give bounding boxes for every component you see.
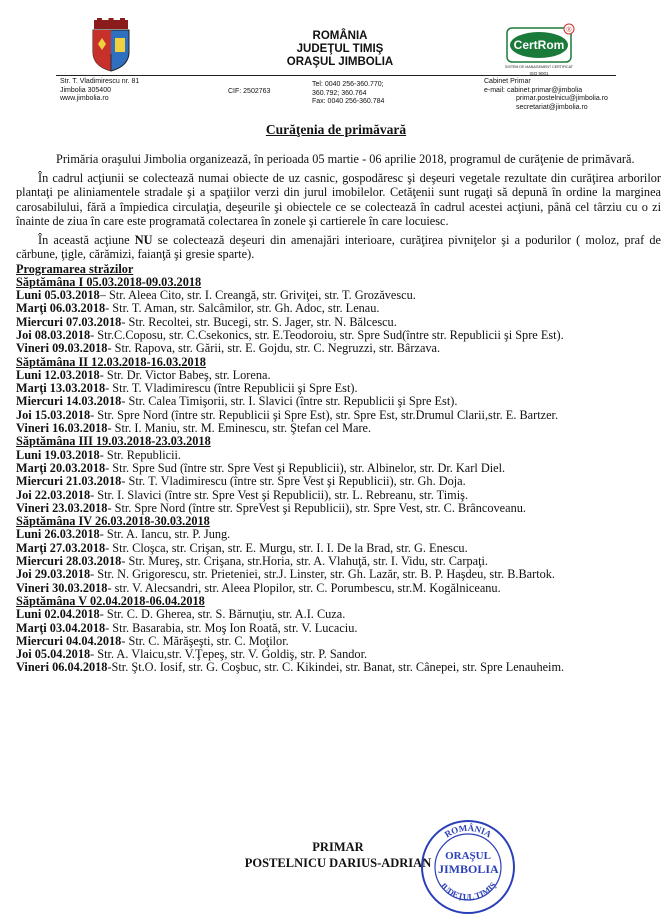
week-heading: Săptămâna III 19.03.2018-23.03.2018: [16, 434, 211, 449]
signature-role: PRIMAR: [312, 840, 364, 854]
schedule-day: Miercuri 14.03.2018: [16, 394, 122, 409]
schedule-day: Vineri 30.03.2018: [16, 580, 108, 595]
schedule-streets: - Str. Cloşca, str. Crişan, str. E. Murgu, str. I. I. De la Brad, str. G. Enescu.: [105, 540, 468, 555]
header-divider: [56, 75, 616, 76]
week-1: [16, 276, 661, 356]
schedule-row: [16, 409, 661, 422]
schedule-streets: - Str. C. D. Gherea, str. S. Bărnuţiu, str. A.I. Cuza.: [99, 607, 346, 622]
schedule-streets: - Str. T. Vladimirescu (între str. Spre Vest şi Republicii), str. Gh. Doja.: [121, 474, 466, 489]
week-2: [16, 356, 661, 436]
header-town: ORAŞUL JIMBOLIA: [286, 56, 394, 68]
schedule-day: Marţi 13.03.2018: [16, 381, 106, 396]
schedule-streets: - Str. A. Iancu, str. P. Jung.: [99, 527, 231, 542]
intro-3-end: se colectează deşeuri din amenajări interioare, curăţirea pivniţelor şi a podurilor ( moloz, praf de cărbune, ţigle, cărămizi, faianţă şi gresie sparte).: [16, 232, 661, 261]
certrom-logo: [505, 22, 577, 78]
week-heading: Săptămâna II 12.03.2018-16.03.2018: [16, 354, 206, 369]
schedule-heading: Programarea străzilor: [16, 261, 134, 276]
schedule-day: Miercuri 07.03.2018: [16, 314, 122, 329]
week-heading: Săptămâna IV 26.03.2018-30.03.2018: [16, 514, 210, 529]
schedule-row: [16, 316, 661, 329]
signature-name: POSTELNICU DARIUS-ADRIAN: [244, 856, 432, 870]
schedule-day: Vineri 23.03.2018: [16, 500, 108, 515]
schedule-row: [16, 382, 661, 395]
week-heading: Săptămâna I 05.03.2018-09.03.2018: [16, 274, 202, 289]
header-address: [60, 78, 139, 104]
coat-of-arms-icon: [88, 18, 134, 72]
schedule-row: [16, 489, 661, 502]
schedule-streets: – Str. Aleea Cito, str. I. Creangă, str. Griviţei, str. T. Grozăvescu.: [99, 288, 416, 303]
svg-text:JUDEŢUL TIMIŞ: [438, 880, 498, 902]
schedule-streets: - str. V. Alecsandri, str. Aleea Plopilor, str. C. Porumbescu, str.M. Kogălniceanu.: [107, 580, 501, 595]
schedule-streets: - Str. Spre Nord (între str. Republicii şi Spre Est), str. Spre Est, str.Drumul Clarii,str. E. Bartzer.: [90, 407, 559, 422]
schedule-day: Marţi 03.04.2018: [16, 620, 106, 635]
secretariat-email: secretariat@jimbolia.ro: [516, 103, 588, 111]
schedule-row: [16, 635, 661, 648]
schedule-day: Joi 05.04.2018: [16, 647, 91, 662]
certrom-standard: ISO 9001: [529, 71, 549, 76]
schedule-streets: - Str. I. Slavici (între str. Spre Vest şi Republicii), str. L. Rebreanu, str. Timiş.: [90, 487, 469, 502]
header-cif: CIF: 2502763: [228, 88, 271, 95]
schedule-row: [16, 582, 661, 595]
schedule-streets: - Str. Calea Timişorii, str. I. Slavici (între str. Republicii şi Spre Est).: [121, 394, 458, 409]
schedule-day: Marţi 27.03.2018: [16, 540, 106, 555]
schedule-streets: - Str. T. Aman, str. Salcâmilor, str. Gh. Adoc, str. Lenau.: [105, 301, 380, 316]
schedule-day: Joi 15.03.2018: [16, 407, 91, 422]
schedule-day: Luni 05.03.2018: [16, 288, 100, 303]
certrom-tagline: SISTEM DE MANAGEMENT CERTIFICAT: [505, 65, 573, 69]
schedule-streets: - Str. T. Vladimirescu (între Republicii şi Spre Est).: [105, 381, 358, 396]
schedule-row: [16, 648, 661, 661]
schedule-day: Miercuri 28.03.2018: [16, 554, 122, 569]
schedule-row: [16, 462, 661, 475]
schedule-day: Luni 12.03.2018: [16, 367, 100, 382]
schedule-streets: - Str. Basarabia, str. Moş Ion Roată, str. V. Lucaciu.: [105, 620, 358, 635]
stamp-top-text: ROMÂNIA: [442, 822, 494, 840]
header-county: JUDEŢUL TIMIŞ: [296, 43, 384, 55]
schedule-row: [16, 449, 661, 462]
schedule-day: Marţi 06.03.2018: [16, 301, 106, 316]
stamp-bottom-text: JUDEŢUL TIMIŞ: [437, 879, 499, 902]
schedule-streets: -Str. Şt.O. Iosif, str. G. Coşbuc, str. C. Kikindei, str. Banat, str. Cânepei, str. Spre Lenauheim.: [107, 660, 565, 675]
week-4: [16, 515, 661, 595]
intro-paragraph-1: Primăria oraşului Jimbolia organizează, în perioada 05 martie - 06 aprilie 2018, programul de curăţenie de primăvară.: [56, 152, 635, 166]
cabinet-label: Cabinet Primar: [484, 78, 531, 85]
header-title: [250, 30, 430, 69]
address-web: www.jimbolia.ro: [60, 95, 109, 102]
schedule-row: [16, 329, 661, 342]
schedule-day: Luni 19.03.2018: [16, 447, 100, 462]
schedule-row: [16, 608, 661, 621]
document-title: Curăţenia de primăvară: [265, 122, 407, 137]
schedule-day: Miercuri 04.04.2018: [16, 633, 122, 648]
schedule-streets: - Str. Mureş, str. Crişana, str.Horia, str. A. Vlahuţă, str. I. Vidu, str. Carpaţi.: [121, 554, 488, 569]
phone-line-2: 360.792; 360.764: [312, 89, 367, 97]
document-body: [16, 152, 661, 675]
schedule-day: Luni 26.03.2018: [16, 527, 100, 542]
schedule-day: Marţi 20.03.2018: [16, 460, 106, 475]
schedule-day: Vineri 09.03.2018: [16, 341, 108, 356]
schedule-day: Luni 02.04.2018: [16, 607, 100, 622]
schedule-day: Vineri 06.04.2018: [16, 660, 108, 675]
schedule-streets: - Str. Spre Sud (între str. Spre Vest şi Republicii), str. Albinelor, str. Dr. Karl Diel.: [105, 460, 506, 475]
intro-paragraph-3: [16, 233, 661, 262]
stamp-line-2: JIMBOLIA: [438, 862, 499, 876]
schedule-streets: - Str. C. Mărăşeşti, str. C. Moţilor.: [121, 633, 289, 648]
schedule-row: [16, 502, 661, 515]
schedule-row: [16, 342, 661, 355]
stamp-center: [438, 850, 498, 876]
schedule-streets: - Str.C.Coposu, str. C.Csekonics, str. E.Teodoroiu, str. Spre Sud(între str. Republicii şi Spre Est).: [90, 327, 564, 342]
schedule-streets: - Str. Spre Nord (între str. SpreVest şi Republicii), str. Spre Vest, str. C. Brâncoveanu.: [107, 500, 526, 515]
schedule-streets: - Str. I. Maniu, str. M. Eminescu, str. Ştefan cel Mare.: [107, 421, 372, 436]
header-cabinet: [484, 78, 608, 112]
fax-line: Fax: 0040 256-360.784: [312, 98, 385, 105]
schedule-streets: - Str. N. Grigorescu, str. Prieteniei, str.J. Linster, str. Gh. Lazăr, str. B. P. Haşdeu, str. B.Bartok.: [90, 567, 556, 582]
phone-line-1: Tel: 0040 256-360.770;: [312, 81, 384, 88]
schedule-row: [16, 475, 661, 488]
schedule-row: [16, 369, 661, 382]
schedule-streets: - Str. Dr. Victor Babeş, str. Lorena.: [99, 367, 271, 382]
schedule-row: [16, 395, 661, 408]
schedule-row: [16, 528, 661, 541]
stamp-line-1: ORAŞUL: [445, 850, 491, 862]
schedule-day: Joi 08.03.2018: [16, 327, 91, 342]
schedule-day: Joi 22.03.2018: [16, 487, 91, 502]
schedule-day: Miercuri 21.03.2018: [16, 474, 122, 489]
mayor-email: primar.postelnicu@jimbolia.ro: [516, 95, 608, 102]
week-3: [16, 435, 661, 515]
cabinet-email: e-mail: cabinet.primar@jimbolia: [484, 86, 583, 94]
schedule-row: [16, 555, 661, 568]
week-5: [16, 595, 661, 675]
schedule-row: [16, 302, 661, 315]
schedule-row: [16, 661, 661, 674]
signature-block: [238, 839, 438, 871]
schedule-streets: - Str. A. Vlaicu,str. V.Ţepeş, str. V. Goldiş, str. P. Sandor.: [90, 647, 368, 662]
week-heading: Săptămâna V 02.04.2018-06.04.2018: [16, 593, 205, 608]
schedule-streets: - Str. Rapova, str. Gării, str. E. Gojdu, str. C. Negruzzi, str. Bârzava.: [107, 341, 441, 356]
schedule-row: [16, 622, 661, 635]
schedule-streets: - Str. Recoltei, str. Bucegi, str. S. Jager, str. N. Bălcescu.: [121, 314, 397, 329]
certrom-name: CertRom: [513, 38, 565, 52]
intro-3-start: În această acţiune: [38, 232, 135, 247]
schedule-row: [16, 568, 661, 581]
schedule-day: Joi 29.03.2018: [16, 567, 91, 582]
intro-3-emphasis: NU: [134, 232, 153, 247]
schedule-streets: - Str. Republicii.: [99, 447, 182, 462]
address-city: Jimbolia 305400: [60, 86, 111, 94]
schedule-day: Vineri 16.03.2018: [16, 421, 108, 436]
certrom-registered: ®: [566, 27, 572, 34]
schedule-row: [16, 542, 661, 555]
intro-paragraph-2: În cadrul acţiunii se colectează numai obiecte de uz casnic, gospodăresc şi deşeuri vegetale rezultate din curăţirea arborilor plantaţi pe aliniamentele stradale şi a spaţiilor verzi din jurul imobilelor. Cetăţenii sunt rugaţi să depună în ordine la marginea carosabilului, fără a împiedica circulaţia, deşeurile şi obiectele ce se colectează în cadrul acestei acţiuni, până cel târziu cu o zi înainte de ziua în care este programată colectarea în zonele şi cartierele în care locuiesc.: [16, 170, 661, 228]
schedule-row: [16, 289, 661, 302]
schedule-row: [16, 422, 661, 435]
address-street: Str. T. Vladimirescu nr. 81: [60, 78, 140, 85]
header-country: ROMÂNIA: [312, 30, 368, 42]
header-phones: [312, 81, 384, 107]
